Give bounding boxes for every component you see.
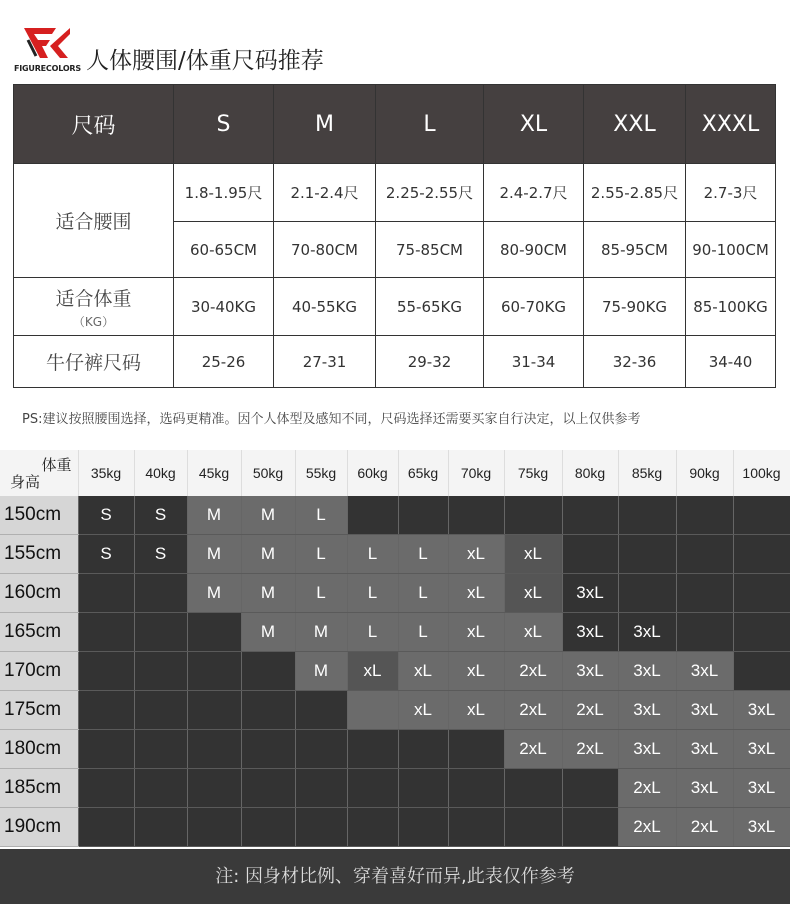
size-cell: xL: [347, 652, 398, 691]
size-cell: M: [241, 535, 295, 574]
weight-header: 100kg: [733, 450, 790, 496]
size-cell: [187, 691, 241, 730]
size-cell: [733, 574, 790, 613]
size-cell: [562, 535, 618, 574]
size-cell: 3xL: [562, 652, 618, 691]
size-cell: L: [295, 535, 347, 574]
table-cell: 60-70KG: [484, 278, 584, 336]
size-cell: [241, 652, 295, 691]
size-cell: 3xL: [618, 691, 676, 730]
table-cell: 2.25-2.55尺: [376, 164, 484, 222]
height-label: 160cm: [0, 574, 78, 613]
ps-note: PS:建议按照腰围选择，选码更精准。因个人体型及感知不同，尺码选择还需要买家自行决定，以上仅供参考: [22, 412, 641, 427]
size-cell: 3xL: [676, 691, 733, 730]
weight-header: 40kg: [134, 450, 187, 496]
size-cell: 2xL: [562, 730, 618, 769]
size-cell: [295, 808, 347, 847]
weight-header: 45kg: [187, 450, 241, 496]
size-cell: L: [295, 574, 347, 613]
size-cell: [78, 574, 134, 613]
weight-header: 60kg: [347, 450, 398, 496]
size-header-xxxl: XXXL: [686, 85, 776, 164]
size-cell: 3xL: [733, 808, 790, 847]
size-cell: [504, 808, 562, 847]
weight-header: 90kg: [676, 450, 733, 496]
size-cell: [347, 808, 398, 847]
size-cell: [78, 730, 134, 769]
size-header-m: M: [274, 85, 376, 164]
table-cell: 2.4-2.7尺: [484, 164, 584, 222]
size-cell: 2xL: [676, 808, 733, 847]
size-cell: L: [347, 535, 398, 574]
weight-unit: （KG）: [72, 314, 115, 329]
size-cell: [398, 496, 448, 535]
size-cell: M: [187, 535, 241, 574]
size-cell: [134, 808, 187, 847]
size-cell: [78, 613, 134, 652]
size-cell: xL: [448, 691, 504, 730]
size-cell: [187, 613, 241, 652]
height-label: 150cm: [0, 496, 78, 535]
table-cell: 85-100KG: [686, 278, 776, 336]
size-cell: [241, 730, 295, 769]
size-table-header: [14, 85, 776, 164]
size-cell: [187, 652, 241, 691]
size-cell: [347, 496, 398, 535]
size-cell: [504, 496, 562, 535]
size-cell: 2xL: [618, 769, 676, 808]
size-cell: 2xL: [504, 652, 562, 691]
size-cell: [398, 769, 448, 808]
table-cell: 40-55KG: [274, 278, 376, 336]
size-cell: M: [241, 613, 295, 652]
weight-header: 35kg: [78, 450, 134, 496]
size-cell: [676, 496, 733, 535]
height-label: 175cm: [0, 691, 78, 730]
size-cell: [448, 769, 504, 808]
size-cell: xL: [398, 691, 448, 730]
size-cell: [241, 808, 295, 847]
table-cell: 2.7-3尺: [686, 164, 776, 222]
size-cell: [347, 730, 398, 769]
size-cell: [241, 769, 295, 808]
height-label: 155cm: [0, 535, 78, 574]
size-cell: 3xL: [562, 613, 618, 652]
size-cell: xL: [398, 652, 448, 691]
size-cell: S: [78, 535, 134, 574]
table-cell: 34-40: [686, 336, 776, 388]
size-cell: 3xL: [733, 691, 790, 730]
brand-logo: [14, 26, 82, 76]
size-cell: 3xL: [618, 652, 676, 691]
size-cell: [562, 808, 618, 847]
size-cell: [618, 535, 676, 574]
size-cell: [448, 808, 504, 847]
size-cell: 2xL: [504, 691, 562, 730]
table-cell: 25-26: [174, 336, 274, 388]
waist-chi-row: [14, 164, 776, 222]
size-table: [13, 84, 776, 388]
size-cell: [618, 496, 676, 535]
table-cell: 31-34: [484, 336, 584, 388]
size-cell: [448, 496, 504, 535]
jeans-row: [14, 336, 776, 388]
size-header-label: 尺码: [14, 85, 174, 164]
size-cell: xL: [448, 652, 504, 691]
size-cell: M: [295, 613, 347, 652]
size-cell: 3xL: [676, 730, 733, 769]
size-cell: L: [398, 535, 448, 574]
size-cell: M: [241, 496, 295, 535]
size-cell: [78, 808, 134, 847]
grid-row: [0, 769, 790, 808]
size-cell: [78, 652, 134, 691]
weight-header: 75kg: [504, 450, 562, 496]
size-header-l: L: [376, 85, 484, 164]
page-title: 人体腰围/体重尺码推荐: [86, 48, 324, 74]
size-cell: xL: [448, 535, 504, 574]
size-cell: 3xL: [676, 769, 733, 808]
height-label: 190cm: [0, 808, 78, 847]
grid-header-row: [0, 450, 790, 496]
grid-row: [0, 808, 790, 847]
grid-row: [0, 691, 790, 730]
size-cell: L: [398, 574, 448, 613]
table-cell: 75-90KG: [584, 278, 686, 336]
size-cell: 3xL: [618, 613, 676, 652]
size-cell: xL: [448, 613, 504, 652]
grid-row: [0, 730, 790, 769]
size-cell: L: [347, 574, 398, 613]
table-cell: 2.55-2.85尺: [584, 164, 686, 222]
size-cell: 3xL: [733, 730, 790, 769]
size-cell: L: [398, 613, 448, 652]
size-cell: [78, 691, 134, 730]
size-cell: [733, 535, 790, 574]
table-cell: 60-65CM: [174, 222, 274, 278]
size-cell: [504, 769, 562, 808]
size-cell: [347, 691, 398, 730]
size-cell: 2xL: [618, 808, 676, 847]
size-cell: xL: [448, 574, 504, 613]
size-header-xxl: XXL: [584, 85, 686, 164]
size-cell: [398, 730, 448, 769]
size-cell: 2xL: [562, 691, 618, 730]
grid-row: [0, 535, 790, 574]
size-cell: [676, 574, 733, 613]
figurecolors-logo-icon: [20, 26, 72, 62]
grid-row: [0, 613, 790, 652]
size-cell: [134, 613, 187, 652]
size-cell: 3xL: [676, 652, 733, 691]
grid-row: [0, 574, 790, 613]
table-cell: 75-85CM: [376, 222, 484, 278]
table-cell: 85-95CM: [584, 222, 686, 278]
size-header-xl: XL: [484, 85, 584, 164]
size-cell: S: [134, 535, 187, 574]
size-cell: [134, 652, 187, 691]
table-cell: 2.1-2.4尺: [274, 164, 376, 222]
size-cell: 3xL: [733, 769, 790, 808]
size-cell: M: [295, 652, 347, 691]
weight-header: 70kg: [448, 450, 504, 496]
size-cell: [618, 574, 676, 613]
size-cell: S: [134, 496, 187, 535]
size-cell: [295, 730, 347, 769]
size-cell: xL: [504, 535, 562, 574]
weight-header: 65kg: [398, 450, 448, 496]
size-cell: [134, 769, 187, 808]
size-cell: M: [187, 574, 241, 613]
table-cell: 80-90CM: [484, 222, 584, 278]
height-label: 170cm: [0, 652, 78, 691]
size-cell: [733, 496, 790, 535]
size-cell: [134, 574, 187, 613]
footer-note: 注: 因身材比例、穿着喜好而异,此表仅作参考: [0, 849, 790, 904]
size-cell: [398, 808, 448, 847]
size-cell: [295, 769, 347, 808]
jeans-label: 牛仔裤尺码: [14, 336, 174, 388]
waist-label: 适合腰围: [14, 164, 174, 278]
table-cell: 27-31: [274, 336, 376, 388]
size-cell: [134, 730, 187, 769]
size-cell: [733, 652, 790, 691]
weight-header: 55kg: [295, 450, 347, 496]
table-cell: 90-100CM: [686, 222, 776, 278]
size-header-s: S: [174, 85, 274, 164]
size-cell: 3xL: [562, 574, 618, 613]
grid-row: [0, 496, 790, 535]
grid-corner: [0, 450, 78, 496]
size-cell: 2xL: [504, 730, 562, 769]
weight-row: [14, 278, 776, 336]
grid-row: [0, 652, 790, 691]
size-cell: [347, 769, 398, 808]
weight-header: 80kg: [562, 450, 618, 496]
height-weight-grid: [0, 450, 790, 847]
size-cell: xL: [504, 574, 562, 613]
height-label: 185cm: [0, 769, 78, 808]
size-cell: [241, 691, 295, 730]
weight-label: [14, 278, 174, 336]
size-cell: xL: [504, 613, 562, 652]
size-cell: [562, 769, 618, 808]
table-cell: 30-40KG: [174, 278, 274, 336]
height-label: 165cm: [0, 613, 78, 652]
weight-header: 85kg: [618, 450, 676, 496]
table-cell: 70-80CM: [274, 222, 376, 278]
brand-name: FIGURECOLORS: [14, 64, 81, 73]
size-cell: 3xL: [618, 730, 676, 769]
size-cell: [187, 808, 241, 847]
size-cell: M: [241, 574, 295, 613]
size-cell: [187, 769, 241, 808]
size-cell: [676, 613, 733, 652]
corner-weight-label: 体重: [41, 457, 72, 474]
corner-height-label: 身高: [10, 474, 41, 491]
size-cell: [733, 613, 790, 652]
weight-header: 50kg: [241, 450, 295, 496]
table-cell: 55-65KG: [376, 278, 484, 336]
size-cell: L: [347, 613, 398, 652]
table-cell: 32-36: [584, 336, 686, 388]
height-label: 180cm: [0, 730, 78, 769]
size-cell: L: [295, 496, 347, 535]
size-cell: [562, 496, 618, 535]
size-cell: S: [78, 496, 134, 535]
weight-label-text: 适合体重: [55, 287, 132, 310]
size-cell: [448, 730, 504, 769]
table-cell: 29-32: [376, 336, 484, 388]
size-cell: M: [187, 496, 241, 535]
size-cell: [187, 730, 241, 769]
size-cell: [676, 535, 733, 574]
size-cell: [78, 769, 134, 808]
size-cell: [134, 691, 187, 730]
table-cell: 1.8-1.95尺: [174, 164, 274, 222]
size-cell: [295, 691, 347, 730]
